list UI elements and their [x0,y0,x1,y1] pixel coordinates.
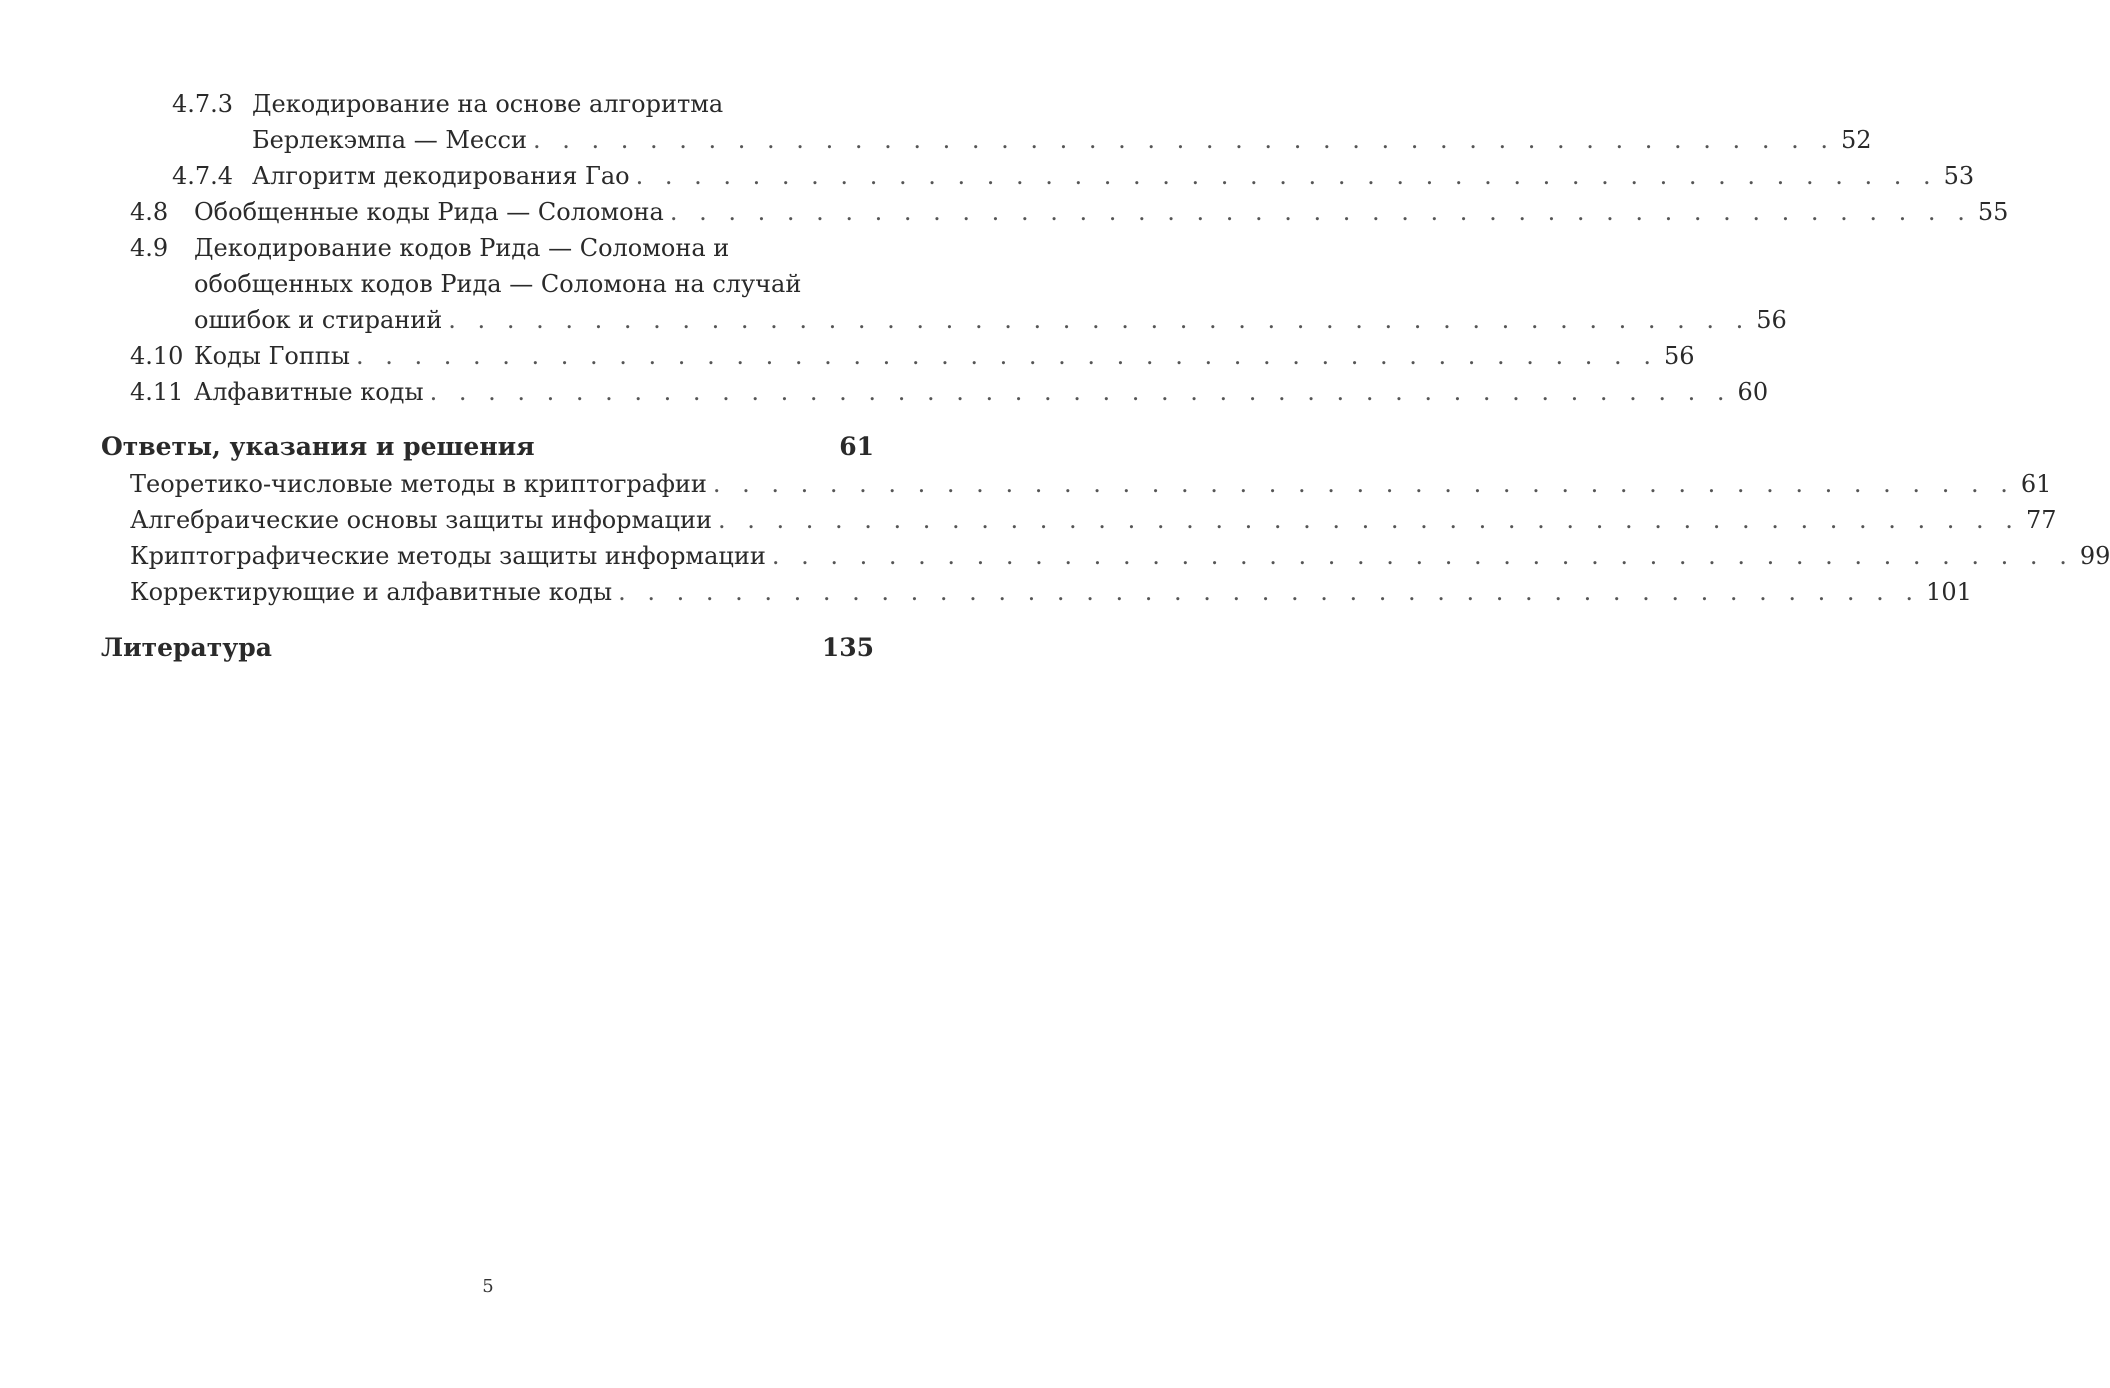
toc-chapter-literature[interactable] [101,630,874,666]
toc-entry-title: ошибок и стираний [194,306,443,334]
dot-leader: . . . . . . . . . . . . . . . . . . . . . . . . . . . . . . . . . . . . . . . . . . . . . [532,126,1835,154]
toc-entry-title: Декодирование на основе алгоритма [252,90,724,118]
page-number: 5 [482,1276,494,1297]
dot-leader: . . . . . . . . . . . . . . . . . . . . . . . . . . . . . . . . . . . . . . . . . . . . . [771,542,2074,570]
toc-entry-number: 4.7.4 [172,162,234,190]
toc-chapter-answers[interactable] [101,429,874,465]
dot-leader: . . . . . . . . . . . . . . . . . . . . . . . . . . . . . . . . . . . . . . . . . . . . . [429,378,1732,406]
toc-chapter-title: Ответы, указания и решения [101,432,535,461]
toc-entry-page: 55 [1977,198,2009,226]
toc-chapter-page: 135 [821,633,874,662]
toc-entry-page: 61 [2020,470,2052,498]
toc-entry-page: 53 [1943,162,1975,190]
toc-entry-number: 4.7.3 [172,90,234,118]
toc-entry-page: 60 [1737,378,1769,406]
dot-leader: . . . . . . . . . . . . . . . . . . . . . . . . . . . . . . . . . . . . . . . . . . . . . [717,506,2020,534]
toc-entry-title: Криптографические методы защиты информации [130,542,766,570]
toc-entry-title: Алфавитные коды [194,378,424,406]
toc-entry-title: обобщенных кодов Рида — Соломона на случай [194,270,802,298]
toc-entry-title: Декодирование кодов Рида — Соломона и [194,234,730,262]
toc-entry-page: 77 [2025,506,2057,534]
toc-entry-number: 4.8 [130,198,169,226]
toc-entry-title: Алгебраические основы защиты информации [130,506,712,534]
dot-leader: . . . . . . . . . . . . . . . . . . . . . . . . . . . . . . . . . . . . . . . . . . . . . [355,342,1658,370]
toc-chapter-page: 61 [839,432,874,461]
toc-entry-4-8[interactable] [130,194,2009,230]
toc-entry-page: 56 [1663,342,1695,370]
dot-leader: . . . . . . . . . . . . . . . . . . . . . . . . . . . . . . . . . . . . . . . . . . . . . [669,198,1972,226]
toc-entry-number: 4.9 [130,234,169,262]
toc-entry-4-11[interactable] [130,374,1769,410]
toc-entry-4-7-4[interactable] [172,158,1975,194]
toc-entry-title: Обобщенные коды Рида — Соломона [194,198,664,226]
dot-leader: . . . . . . . . . . . . . . . . . . . . . . . . . . . . . . . . . . . . . . . . . . . . . [618,578,1921,606]
toc-entry-answers-4[interactable] [130,574,1972,610]
toc-entry-4-9[interactable] [130,230,874,266]
toc-entry-page: 99 [2079,542,2110,570]
toc-entry-4-9-cont[interactable] [194,266,874,302]
toc-entry-page: 52 [1840,126,1872,154]
toc-entry-title: Корректирующие и алфавитные коды [130,578,613,606]
toc-entry-number: 4.10 [130,342,184,370]
toc-entry-answers-1[interactable] [130,466,2052,502]
toc-entry-4-10[interactable] [130,338,1695,374]
toc-entry-4-9-cont2[interactable] [194,302,1787,338]
toc-entry-title: Алгоритм декодирования Гао [252,162,630,190]
toc-entry-page: 56 [1756,306,1787,334]
toc-entry-title: Теоретико-числовые методы в криптографии [130,470,707,498]
toc-entry-title: Коды Гоппы [194,342,350,370]
toc-entry-4-7-3[interactable] [172,86,874,122]
toc-chapter-title: Литература [101,633,272,662]
toc-entry-page: 101 [1926,578,1972,606]
toc-entry-number: 4.11 [130,378,184,406]
toc-entry-answers-3[interactable] [130,538,2110,574]
toc-entry-4-7-3-cont[interactable] [252,122,1872,158]
dot-leader: . . . . . . . . . . . . . . . . . . . . . . . . . . . . . . . . . . . . . . . . . . . . . [635,162,1938,190]
dot-leader: . . . . . . . . . . . . . . . . . . . . . . . . . . . . . . . . . . . . . . . . . . . . . [712,470,2015,498]
toc-entry-title: Берлекэмпа — Месси [252,126,527,154]
dot-leader: . . . . . . . . . . . . . . . . . . . . . . . . . . . . . . . . . . . . . . . . . . . . . [448,306,1751,334]
toc-entry-answers-2[interactable] [130,502,2057,538]
